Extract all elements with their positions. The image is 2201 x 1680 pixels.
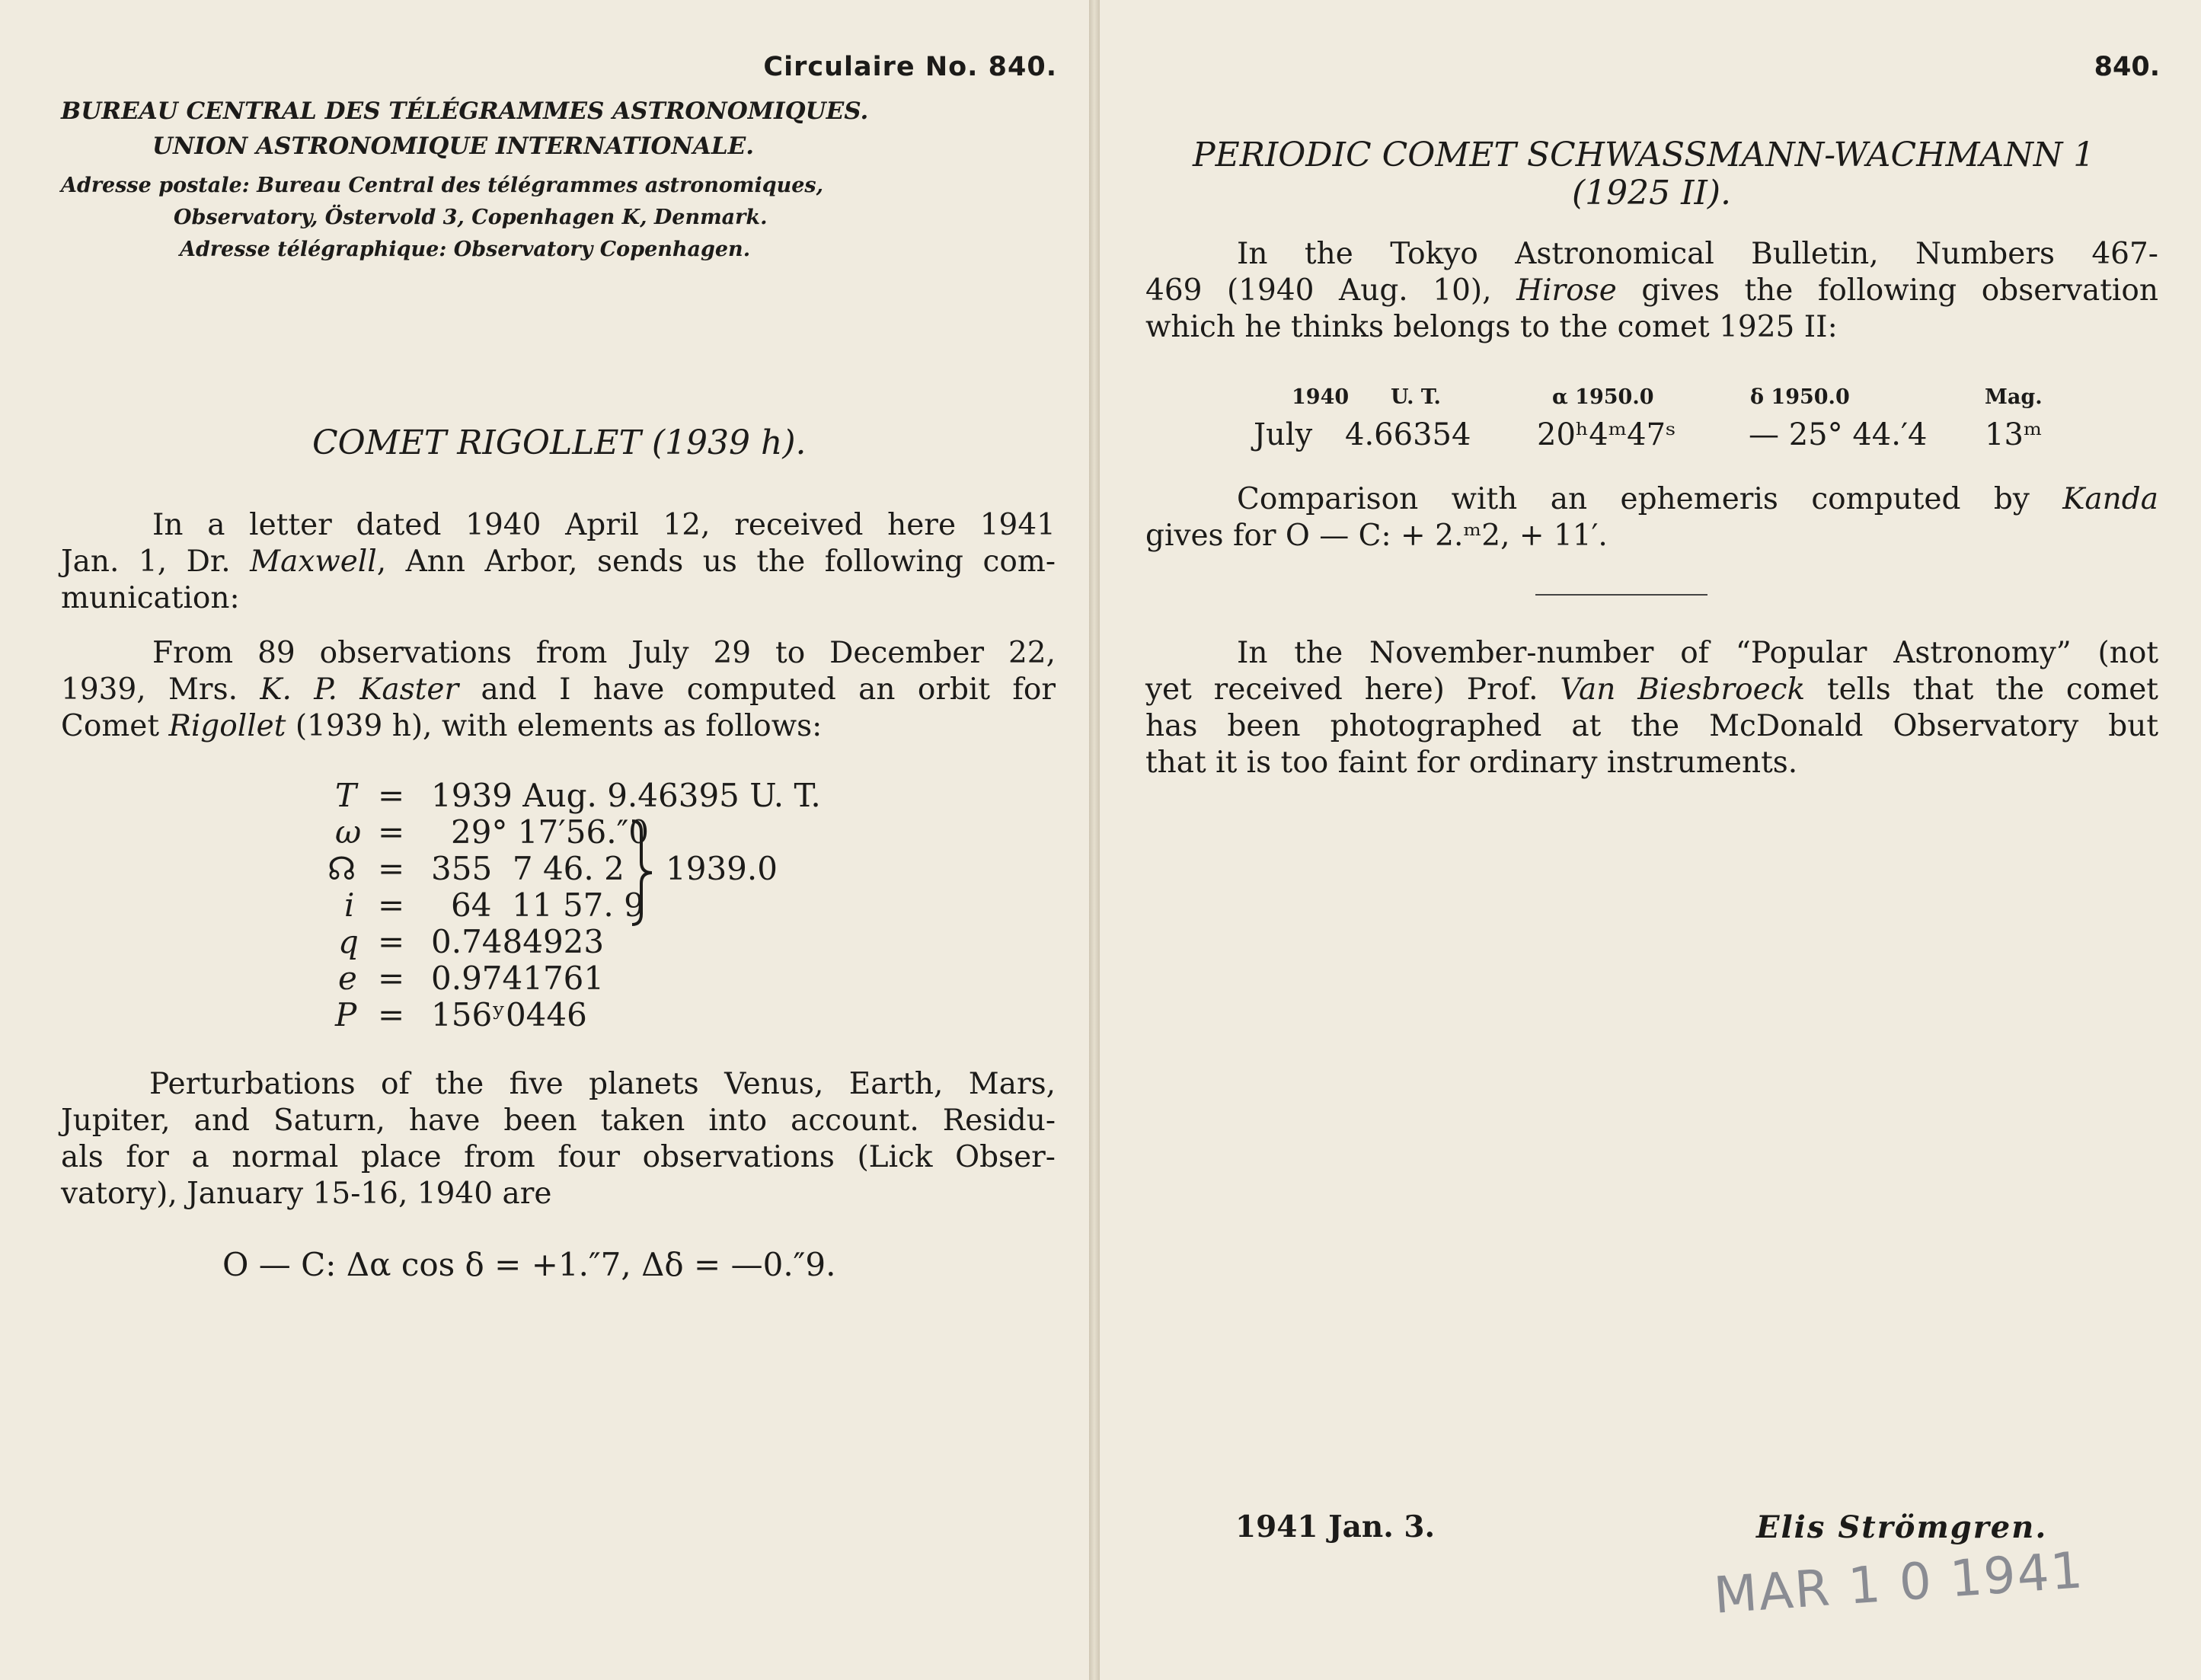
page-number: 840.: [2094, 52, 2160, 82]
circular-number: Circulaire No. 840.: [763, 52, 1057, 82]
bureau-line-1: BUREAU CENTRAL DES TÉLÉGRAMMES ASTRONOMIQUES.: [61, 97, 869, 125]
element-symbol-e: e: [338, 960, 357, 997]
left-paragraph-3: Perturbations of the five planets Venus, Earth, Mars, Jupiter, and Saturn, have been taken into account. Residu- als for a normal place from four observations (Lick Obser- vatory), January 15-16, 1940 are: [61, 1067, 1056, 1211]
element-symbol-P: P: [335, 996, 357, 1033]
equals-sign: =: [378, 777, 405, 814]
right-paragraph-2: Comparison with an ephemeris computed by Kanda gives for O — C: + 2.ᵐ2, + 11′.: [1145, 482, 2158, 553]
left-page: [0, 0, 1089, 1680]
signature: Elis Strömgren.: [1756, 1509, 2048, 1545]
equinox-label: 1939.0: [666, 850, 778, 887]
table-cell: 4.66354: [1345, 417, 1471, 452]
section-divider: [1535, 594, 1707, 596]
address-line-2: Observatory, Östervold 3, Copenhagen K, Denmark.: [174, 206, 768, 229]
element-value-q: 0.7484923: [431, 923, 605, 960]
equals-sign: =: [378, 813, 405, 851]
table-header: U. T.: [1391, 385, 1441, 409]
element-value-i: 64 11 57. 9: [451, 886, 644, 924]
equals-sign: =: [378, 960, 405, 997]
periodic-comet-title: PERIODIC COMET SCHWASSMANN-WACHMANN 1: [1193, 136, 2095, 174]
table-header: α 1950.0: [1552, 385, 1654, 409]
element-symbol-node: ☊: [327, 850, 356, 887]
element-symbol-omega: ω: [335, 813, 362, 851]
element-symbol-q: q: [338, 923, 359, 960]
periodic-comet-title-designation: (1925 II).: [1572, 174, 1732, 212]
bureau-line-2: UNION ASTRONOMIQUE INTERNATIONALE.: [152, 133, 755, 160]
left-paragraph-2: From 89 observations from July 29 to December 22, 1939, Mrs. K. P. Kaster and I have computed an orbit for Comet Rigollet (1939 h), with elements as follows:: [61, 636, 1056, 743]
table-cell: 13ᵐ: [1985, 417, 2043, 452]
address-line-1: Adresse postale: Bureau Central des télégrammes astronomiques,: [61, 174, 824, 197]
table-header: Mag.: [1985, 385, 2043, 409]
element-value-omega: 29° 17′56.″0: [451, 813, 649, 851]
received-date-stamp: MAR 1 0 1941: [1711, 1541, 2086, 1625]
left-paragraph-1: In a letter dated 1940 April 12, received here 1941 Jan. 1, Dr. Maxwell, Ann Arbor, sends us the following com- munication:: [61, 508, 1056, 615]
brace-icon: [629, 819, 656, 926]
element-value-node: 355 7 46. 2: [431, 850, 625, 887]
residuals-line: O — C: Δα cos δ = +1.″7, Δδ = —0.″9.: [222, 1246, 836, 1283]
equals-sign: =: [378, 850, 405, 887]
right-paragraph-1: In the Tokyo Astronomical Bulletin, Numbers 467- 469 (1940 Aug. 10), Hirose gives the following observation which he thinks belongs to the comet 1925 II:: [1145, 237, 2158, 344]
element-value-T: 1939 Aug. 9.46395 U. T.: [431, 777, 821, 814]
equals-sign: =: [378, 886, 405, 924]
address-line-3: Adresse télégraphique: Observatory Copenhagen.: [180, 238, 751, 261]
equals-sign: =: [378, 996, 405, 1033]
table-header: δ 1950.0: [1750, 385, 1850, 409]
element-value-e: 0.9741761: [431, 960, 605, 997]
table-cell: — 25° 44.′4: [1749, 417, 1928, 452]
element-symbol-T: T: [335, 777, 357, 814]
equals-sign: =: [378, 923, 405, 960]
issue-date: 1941 Jan. 3.: [1235, 1509, 1436, 1544]
element-value-P: 156ʸ0446: [431, 996, 587, 1033]
element-symbol-i: i: [344, 886, 355, 924]
page-gutter: [1089, 0, 1100, 1680]
table-cell: July: [1254, 417, 1313, 452]
comet-rigollet-title: COMET RIGOLLET (1939 h).: [312, 423, 807, 462]
table-cell: 20ʰ4ᵐ47ˢ: [1537, 417, 1676, 452]
right-paragraph-3: In the November-number of “Popular Astronomy” (not yet received here) Prof. Van Biesbroeck tells that the comet has been photographed at the McDonald Observatory but that it is too faint for ordinary instruments.: [1145, 636, 2158, 780]
table-header: 1940: [1292, 385, 1350, 409]
right-page: [1100, 0, 2201, 1680]
